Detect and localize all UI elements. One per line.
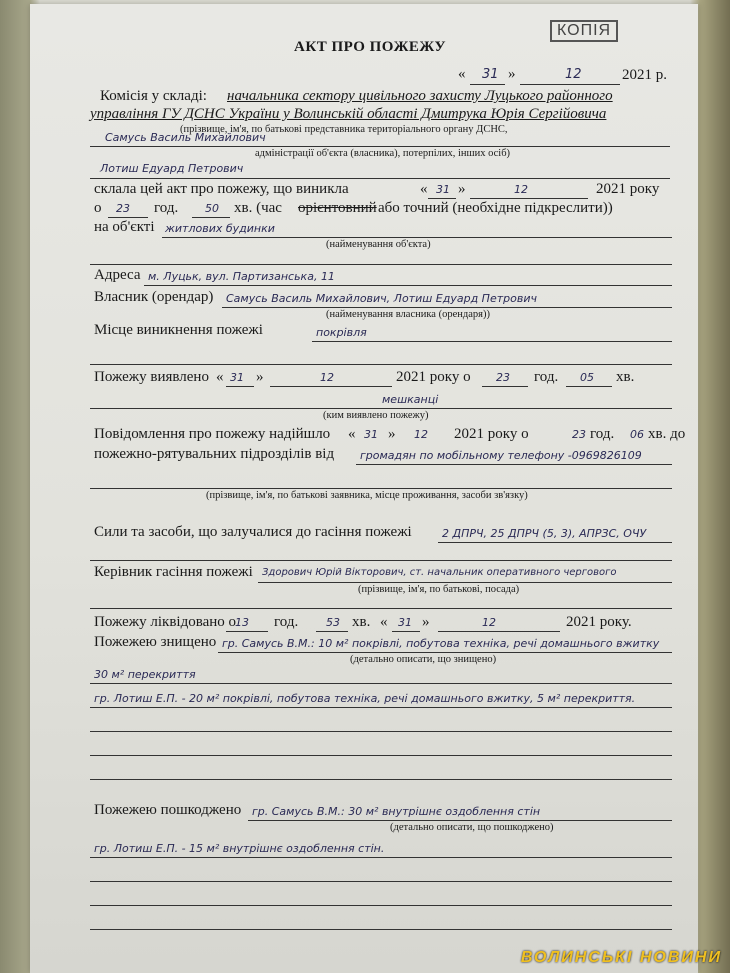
document-title: АКТ ПРО ПОЖЕЖУ <box>294 39 447 55</box>
origin-value: покрівля <box>316 326 367 339</box>
object-label: на об'єкті <box>94 219 155 235</box>
news-watermark: ВОЛИНСЬКІ НОВИНИ <box>520 949 722 966</box>
compiled-text: склала цей акт про пожежу, що виникла <box>94 181 349 197</box>
damaged-line2: гр. Лотиш Е.П. - 15 м² внутрішнє оздоблення стін. <box>94 842 385 855</box>
commission-line1: начальника сектору цивільного захисту Луцького районного <box>227 88 613 104</box>
liquidated-label: Пожежу ліквідовано о <box>94 614 237 630</box>
liquidated-god: год. <box>274 614 299 630</box>
compiled-god: год. <box>154 200 179 216</box>
destroyed-line1: гр. Самусь В.М.: 10 м² покрівлі, побутова техніка, речі домашнього вжитку <box>222 637 660 650</box>
origin-label: Місце виникнення пожежі <box>94 322 263 338</box>
forces-value: 2 ДПРЧ, 25 ДПРЧ (5, 3), АПРЗС, ОЧУ <box>442 527 647 540</box>
destroyed-label: Пожежею знищено <box>94 634 217 650</box>
commission-label: Комісія у складі: <box>100 88 207 104</box>
commission-caption2: адміністрації об'єкта (власника), потерпілих, інших осіб) <box>255 148 511 159</box>
forces-label: Сили та засоби, що залучалися до гасіння пожежі <box>94 524 412 540</box>
detected-label: Пожежу виявлено <box>94 369 209 385</box>
report-value: громадян по мобільному телефону -0969826109 <box>360 449 642 462</box>
detected-year: 2021 року о <box>396 369 471 385</box>
liquidated-xv: хв. <box>352 614 371 630</box>
report-min: 06 <box>630 428 644 441</box>
compiled-day: 31 <box>436 183 450 196</box>
liquidated-min: 53 <box>326 616 340 629</box>
detected-who: мешканці <box>382 393 439 406</box>
compiled-month: 12 <box>514 183 528 196</box>
commission-member2: Лотиш Едуард Петрович <box>100 162 244 175</box>
address-value: м. Луцьк, вул. Партизанська, 11 <box>148 270 335 283</box>
detected-caption: (ким виявлено пожежу) <box>323 410 429 421</box>
date-quote-open: « <box>458 66 466 82</box>
owner-caption: (найменування власника (орендаря)) <box>326 309 490 320</box>
report-month: 12 <box>414 428 428 441</box>
liquidated-year: 2021 року. <box>566 614 632 630</box>
compiled-year: 2021 року <box>596 181 660 197</box>
object-caption: (найменування об'єкта) <box>326 239 431 250</box>
object-value: житлових будинки <box>165 222 275 235</box>
detected-xv: хв. <box>616 369 635 385</box>
document-sheet: КОПІЯ АКТ ПРО ПОЖЕЖУ « 31 » 12 2021 р. Комісія у складі: начальника сектору цивільного захисту Луцького районного управління ГУ ДСНС України у Волинській області Дмитрука Юрія Сергійовича (прізвище, ім'я, по батькові представника територіального органу ДСНС, Самусь Василь Михайлович адміністрації об'єкта (власника), потерпілих, інших осіб) Лотиш Едуард Петрович склала цей акт про пожежу, що виникла « 31 » 12 2021 року о 23 год. 50 хв. (час орієнтовний або точний (необхідне підкреслити)) на об'єкті житлових будинки (найменування об'єкта) Адреса м. Луцьк, вул. Партизанська, 11 Власник (орендар) Самусь Василь Михайлович, Лотиш Едуард Петрович (найменування власника (орендаря)) Місце виникнення пожежі покрівля Пожежу виявлено « 31 » 12 2021 року о 23 год. 05 хв. мешканці (ким виявлено пожежу) Повідомлення про пожежу надійшло « 31 » 12 2021 року о 23 год. 06 хв. до пожежно-рятувальних підрозділів від громадян по мобільному телефону -0969826109 (прізвище, ім'я, по батькові заявника, місце проживання, засоби зв'язку) Сили та засоби, що залучалися до гасіння пожежі 2 ДПРЧ, 25 ДПРЧ (5, 3), АПРЗС, ОЧУ Керівник гасіння пожежі Здорович Юрій Вікторович, ст. начальник оперативного чергового (прізвище, ім'я, по батькові, посада) Пожежу ліквідовано о 13 год. 53 хв. « 31 » 12 2021 року. Пожежею знищено гр. Самусь В.М.: 10 м² покрівлі, побутова техніка, речі домашнього вжитку (детально описати, що знищено) 30 м² перекриття гр. Лотиш Е.П. - 20 м² покрівлі, побутова техніка, речі домашнього вжитку, 5 м² перекриття. Пожежею пошкоджено гр. Самусь В.М.: 30 м² внутрішнє оздоблення стін (детально описати, що пошкоджено) гр. Лотиш Е.П. - 15 м² внутрішнє оздоблення стін. <box>30 4 698 973</box>
damaged-line1: гр. Самусь В.М.: 30 м² внутрішнє оздоблення стін <box>252 805 541 818</box>
compiled-approx: орієнтовний <box>298 200 377 216</box>
report-label: Повідомлення про пожежу надійшло <box>94 426 331 442</box>
commission-line2: управління ГУ ДСНС України у Волинській області Дмитрука Юрія Сергійовича <box>90 106 607 122</box>
liquidated-day: 31 <box>398 616 412 629</box>
chief-label: Керівник гасіння пожежі <box>94 564 253 580</box>
date-day: 31 <box>482 67 499 82</box>
compiled-min: 50 <box>205 202 219 215</box>
damaged-caption: (детально описати, що пошкоджено) <box>390 822 554 833</box>
compiled-o: о <box>94 200 102 216</box>
date-year: 2021 р. <box>622 67 667 83</box>
address-label: Адреса <box>94 267 141 283</box>
chief-value: Здорович Юрій Вікторович, ст. начальник оперативного чергового <box>262 567 617 578</box>
report-god: год. <box>590 426 615 442</box>
commission-member1: Самусь Василь Михайлович <box>105 131 266 144</box>
date-quote-close: » <box>508 66 516 82</box>
detected-god: год. <box>534 369 559 385</box>
compiled-tail: або точний (необхідне підкреслити)) <box>378 200 613 216</box>
destroyed-line2: 30 м² перекриття <box>94 668 196 681</box>
compiled-hour: 23 <box>116 202 130 215</box>
detected-min: 05 <box>580 371 594 384</box>
destroyed-caption: (детально описати, що знищено) <box>350 654 497 665</box>
report-day: 31 <box>364 428 378 441</box>
date-month: 12 <box>565 67 582 82</box>
damaged-label: Пожежею пошкоджено <box>94 802 242 818</box>
owner-label: Власник (орендар) <box>94 289 214 305</box>
detected-month: 12 <box>320 371 334 384</box>
chief-caption: (прізвище, ім'я, по батькові, посада) <box>358 584 520 595</box>
compiled-rest: хв. (час <box>234 200 282 216</box>
owner-value: Самусь Василь Михайлович, Лотиш Едуард Петрович <box>226 292 537 305</box>
detected-day: 31 <box>230 371 244 384</box>
liquidated-hour: 13 <box>235 616 249 629</box>
liquidated-month: 12 <box>482 616 496 629</box>
destroyed-line3: гр. Лотиш Е.П. - 20 м² покрівлі, побутова техніка, речі домашнього вжитку, 5 м² перекриття. <box>94 692 636 705</box>
commission-caption: (прізвище, ім'я, по батькові представника територіального органу ДСНС, <box>180 124 508 135</box>
report-hour: 23 <box>572 428 586 441</box>
report-xv: хв. до <box>648 426 686 442</box>
report-label2: пожежно-рятувальних підрозділів від <box>94 446 335 462</box>
copy-stamp: КОПІЯ <box>550 20 618 42</box>
report-year: 2021 року о <box>454 426 529 442</box>
report-caption: (прізвище, ім'я, по батькові заявника, місце проживання, засоби зв'язку) <box>206 490 528 501</box>
detected-hour: 23 <box>496 371 510 384</box>
